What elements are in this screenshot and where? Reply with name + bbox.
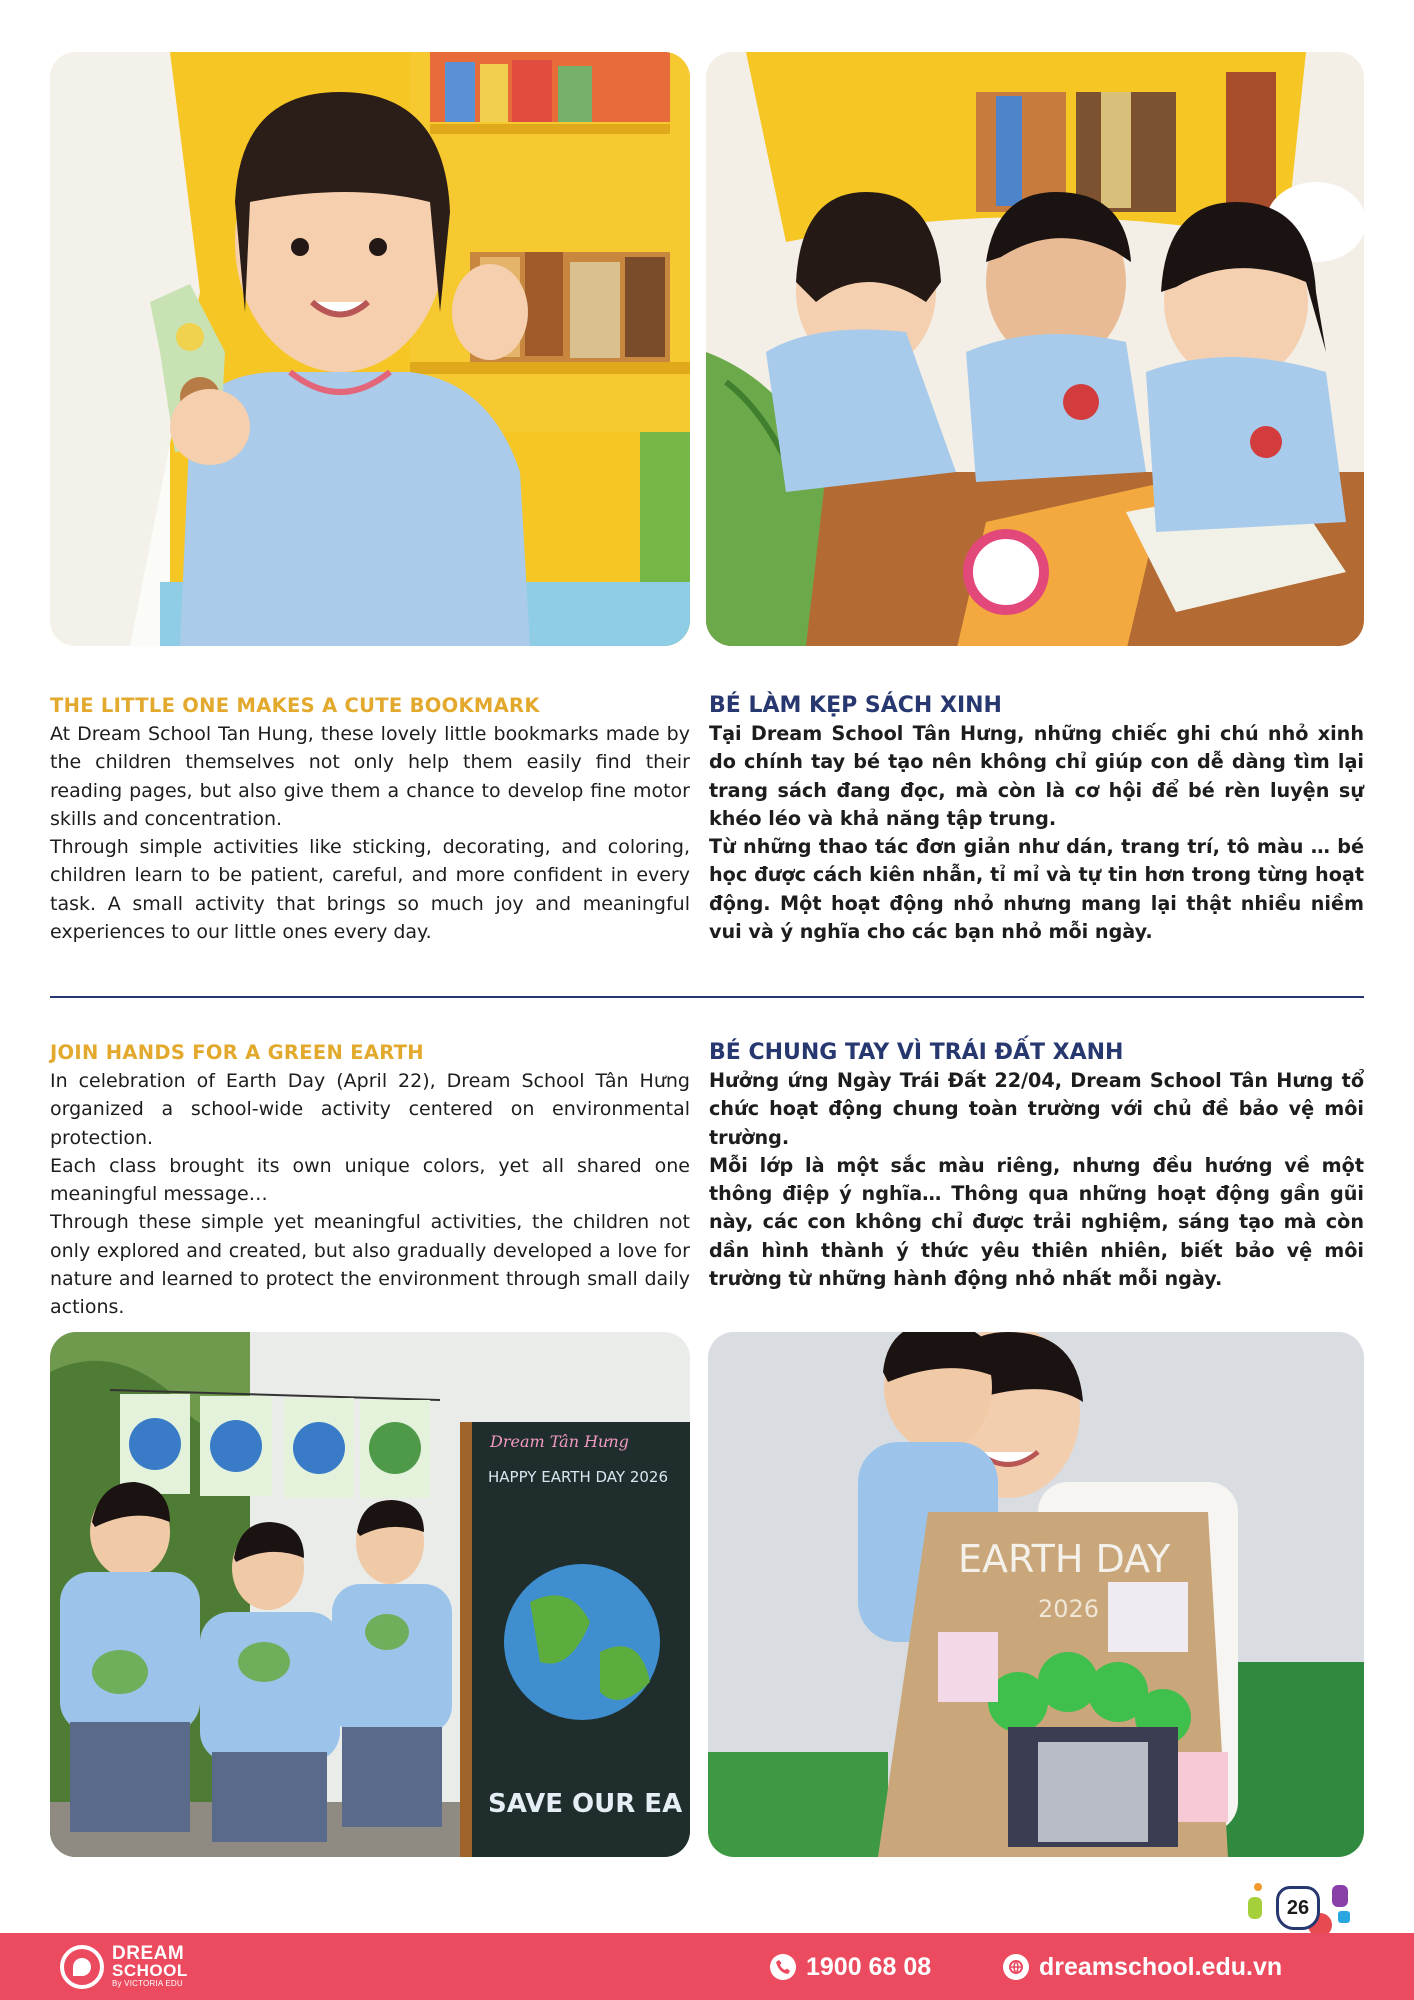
logo-mark-icon [60,1945,104,1989]
section-bookmark-en [50,690,690,946]
paragraph: Through simple activities like sticking, decorating, and coloring, children learn to be patient, careful, and more confident in every task. A small activity that brings so much joy and meaningful experiences to our little ones every day. [50,836,690,944]
school-logo [60,1941,200,1993]
footer-bar [0,1933,1414,2000]
heading-earth-day-en: JOIN HANDS FOR A GREEN EARTH [50,1041,424,1064]
board-line-3: SAVE OUR EA [488,1789,683,1819]
heading-bookmark-vi: BÉ LÀM KẸP SÁCH XINH [709,693,1002,718]
paragraph: At Dream School Tan Hung, these lovely little bookmarks made by the children themselves not only help them easily find their reading pages, but also give them a chance to develop fine motor skills and concentration. [50,723,690,830]
phone-icon [770,1954,796,1980]
board-line-1: Dream Tân Hưng [490,1432,629,1451]
phone-contact[interactable] [770,1950,931,1984]
section-earth-day-en [50,1037,690,1322]
logo-line-3: By VICTORIA EDU [112,1979,183,1988]
section-earth-day-vi [709,1037,1364,1293]
paragraph: Each class brought its own unique colors, yet all shared one meaningful message… [50,1154,690,1206]
board-line-2: HAPPY EARTH DAY 2026 [488,1468,668,1486]
photo-children-making-bookmarks [706,52,1364,646]
paragraph: Tại Dream School Tân Hưng, những chiếc ghi chú nhỏ xinh do chính tay bé tạo nên không chỉ giúp con dễ dàng tìm lại trang sách đang đọc, mà còn là cơ hội để bé rèn luyện sự khéo léo và khả năng tập trung. [709,722,1364,830]
paragraph: Mỗi lớp là một sắc màu riêng, nhưng đều hướng về một thông điệp ý nghĩa… Thông qua những hoạt động gần gũi này, các con không chỉ được trải nghiệm, sáng tạo mà còn dần hình thành ý thức yêu thiên nhiên, biết bảo vệ môi trường từ những hành động nhỏ nhất mỗi ngày. [709,1153,1364,1291]
heading-earth-day-vi: BÉ CHUNG TAY VÌ TRÁI ĐẤT XANH [709,1040,1124,1065]
heading-bookmark-en: THE LITTLE ONE MAKES A CUTE BOOKMARK [50,694,540,717]
paragraph: Through these simple yet meaningful activities, the children not only explored and created, but also gradually developed a love for nature and learned to protect the environment through small daily actions. [50,1211,690,1319]
phone-number: 1900 68 08 [806,1952,932,1981]
logo-line-2: SCHOOL [112,1961,188,1980]
paragraph: Từ những thao tác đơn giản như dán, trang trí, tô màu … bé học được cách kiên nhẫn, tỉ mỉ và tự tin hơn trong từng hoạt động. Một hoạt động nhỏ nhưng mang lại thật nhiều niềm vui và ý nghĩa cho các bạn nhỏ mỗi ngày. [709,835,1364,944]
globe-icon [1003,1954,1029,1980]
section-bookmark-vi [709,690,1364,946]
website-url: dreamschool.edu.vn [1039,1952,1283,1981]
paragraph: In celebration of Earth Day (April 22), Dream School Tân Hưng organized a school-wide activity centered on environmental protection. [50,1070,690,1149]
photo-girl-with-bookmark [50,52,690,646]
paragraph: Hưởng ứng Ngày Trái Đất 22/04, Dream School Tân Hưng tổ chức hoạt động chung toàn trường với chủ đề bảo vệ môi trường. [709,1069,1364,1149]
poster-line-2: 2026 [1038,1595,1100,1623]
website-link[interactable] [1003,1950,1282,1984]
page-number: 26 [1276,1886,1320,1930]
logo-line-1: DREAM [112,1943,185,1964]
photo-children-holding-plants [50,1332,690,1857]
section-divider [50,996,1364,998]
photo-child-and-teacher-with-poster [708,1332,1364,1857]
poster-line-1: EARTH DAY [958,1537,1171,1581]
